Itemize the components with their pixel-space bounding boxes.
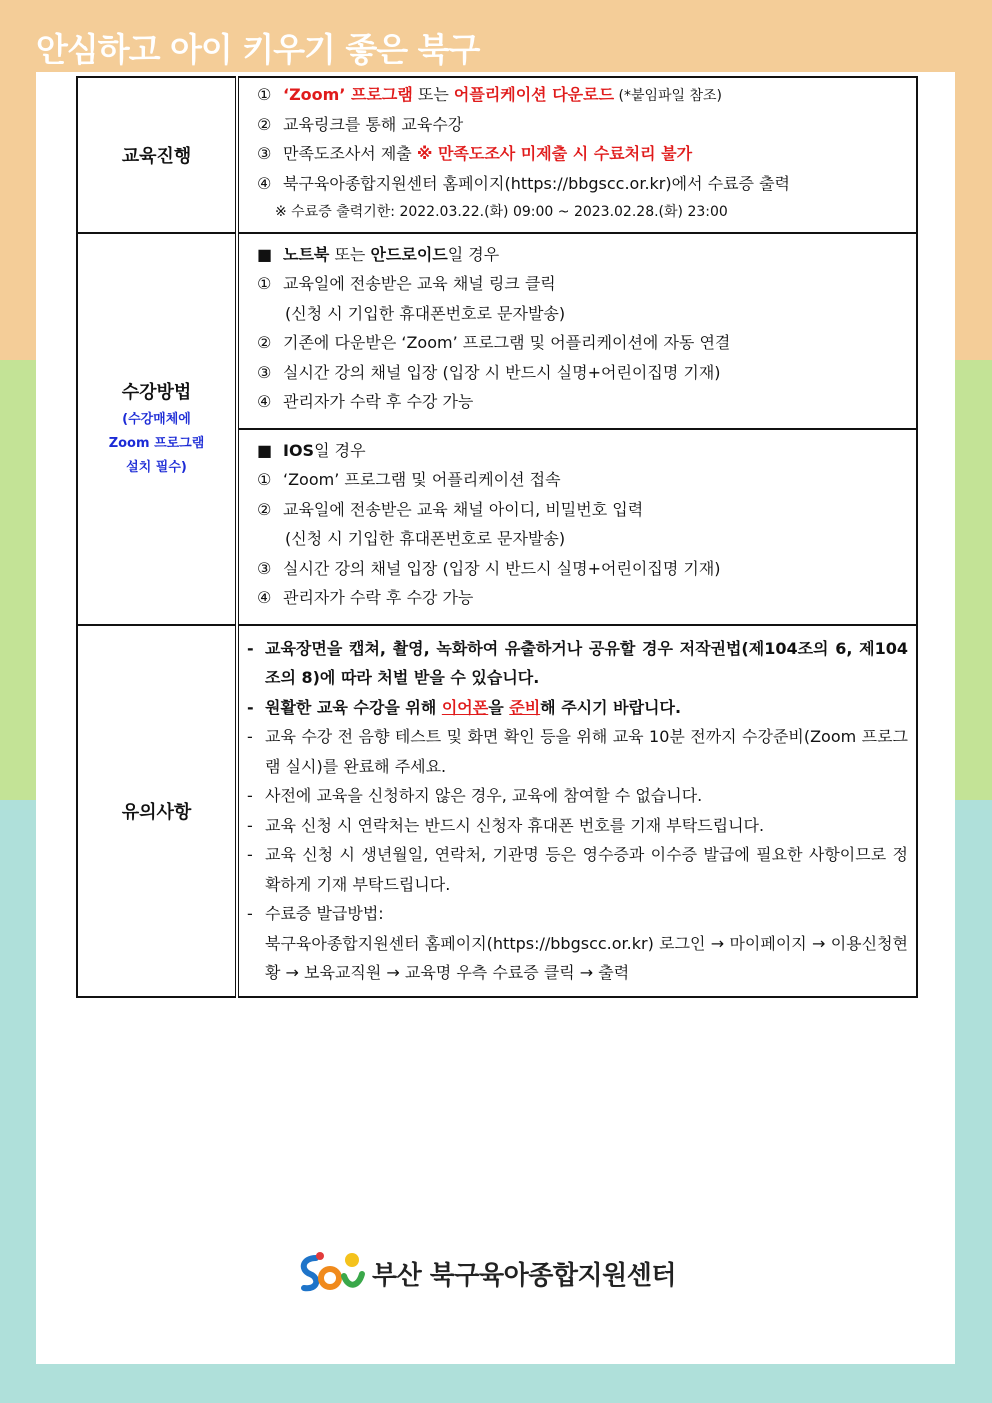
square-bullet-icon: ■ xyxy=(257,244,273,264)
label-cell-progress xyxy=(77,77,237,233)
label-method: 수강방법 xyxy=(121,381,192,403)
note-item-5: - 교육 신청 시 연락처는 반드시 신청자 휴대폰 번호를 기재 부탁드립니다. xyxy=(247,815,765,835)
table-row-notes xyxy=(77,625,917,997)
label-cell-method xyxy=(77,233,237,625)
content-cell-ios xyxy=(237,429,917,625)
ios-item-2: ② 교육일에 전송받은 교육 채널 아이디, 비밀번호 입력 xyxy=(257,499,644,519)
android-heading: ■ 노트북 또는 안드로이드일 경우 xyxy=(257,240,906,270)
content-cell-progress xyxy=(237,77,917,233)
android-item-1: ① 교육일에 전송받은 교육 채널 링크 클릭 xyxy=(257,274,556,293)
label-progress: 교육진행 xyxy=(121,145,192,167)
label-method-sub: (수강매체에 Zoom 프로그램 설치 필수) xyxy=(108,411,205,475)
banner-slogan: 안심하고 아이 키우기 좋은 북구 xyxy=(36,30,480,69)
note-item-2: - 원활한 교육 수강을 위해 이어폰을 준비해 주시기 바랍니다. xyxy=(247,697,682,717)
android-item-2: ② 기존에 다운받은 ‘Zoom’ 프로그램 및 어플리케이션에 자동 연결 xyxy=(257,333,731,352)
progress-item-4: ④ 북구육아종합지원센터 홈페이지(https://bbgscc.or.kr)에서 수료증 출력 xyxy=(257,173,790,193)
progress-item-3: ③ 만족도조사서 제출 ※ 만족도조사 미제출 시 수료처리 불가 xyxy=(257,144,693,163)
note-item-7-steps: 북구육아종합지원센터 홈페이지(https://bbgscc.or.kr) 로그인 → 마이페이지 → 이용신청현황 → 보육교직원 → 교육명 우측 수료증 클릭 → 출력 xyxy=(265,933,908,982)
note-item-7: - 수료증 발급방법: xyxy=(247,904,384,923)
footer-brand xyxy=(296,1248,676,1298)
note-item-1: - 교육장면을 캡쳐, 촬영, 녹화하여 유출하거나 공유할 경우 저작권법(제104조의 6, 제104조의 8)에 따라 처벌 받을 수 있습니다. xyxy=(247,638,908,687)
footer-center-name: 부산 북구육아종합지원센터 xyxy=(372,1260,676,1291)
square-bullet-icon: ■ xyxy=(257,440,273,460)
android-item-4: ④ 관리자가 수락 후 수강 가능 xyxy=(257,392,474,411)
progress-item-1: ① ‘Zoom’ 프로그램 또는 어플리케이션 다운로드 (*붙임파일 참조) xyxy=(257,85,723,104)
table-row-method-android xyxy=(77,233,917,429)
label-notes: 유의사항 xyxy=(121,801,192,823)
table-row-progress xyxy=(77,77,917,233)
note-item-4: - 사전에 교육을 신청하지 않은 경우, 교육에 참여할 수 없습니다. xyxy=(247,786,703,805)
note-item-6: - 교육 신청 시 생년월일, 연락처, 기관명 등은 영수증과 이수증 발급에 필요한 사항이므로 정확하게 기재 부탁드립니다. xyxy=(247,845,908,894)
note-item-3: - 교육 수강 전 음향 테스트 및 화면 확인 등을 위해 교육 10분 전까지 수강준비(Zoom 프로그램 실시)를 완료해 주세요. xyxy=(247,727,908,776)
info-table xyxy=(76,76,918,998)
busan-bukgu-center-logo-icon xyxy=(296,1248,368,1298)
content-cell-android xyxy=(237,233,917,429)
progress-deadline-note: ※ 수료증 출력기한: 2022.03.22.(화) 09:00 ~ 2023.02.28.(화) 23:00 xyxy=(275,204,728,220)
ios-item-1: ① ‘Zoom’ 프로그램 및 어플리케이션 접속 xyxy=(257,470,561,489)
content-cell-notes xyxy=(237,625,917,997)
android-item-1-sub: (신청 시 기입한 휴대폰번호로 문자발송) xyxy=(285,303,566,323)
ios-item-3: ③ 실시간 강의 채널 입장 (입장 시 반드시 실명+어린이집명 기재) xyxy=(257,558,721,578)
ios-item-4: ④ 관리자가 수락 후 수강 가능 xyxy=(257,588,474,607)
label-cell-notes xyxy=(77,625,237,997)
progress-item-2: ② 교육링크를 통해 교육수강 xyxy=(257,114,464,134)
android-item-3: ③ 실시간 강의 채널 입장 (입장 시 반드시 실명+어린이집명 기재) xyxy=(257,362,721,382)
ios-heading: ■ IOS일 경우 xyxy=(257,436,906,466)
ios-item-2-sub: (신청 시 기입한 휴대폰번호로 문자발송) xyxy=(285,529,566,548)
